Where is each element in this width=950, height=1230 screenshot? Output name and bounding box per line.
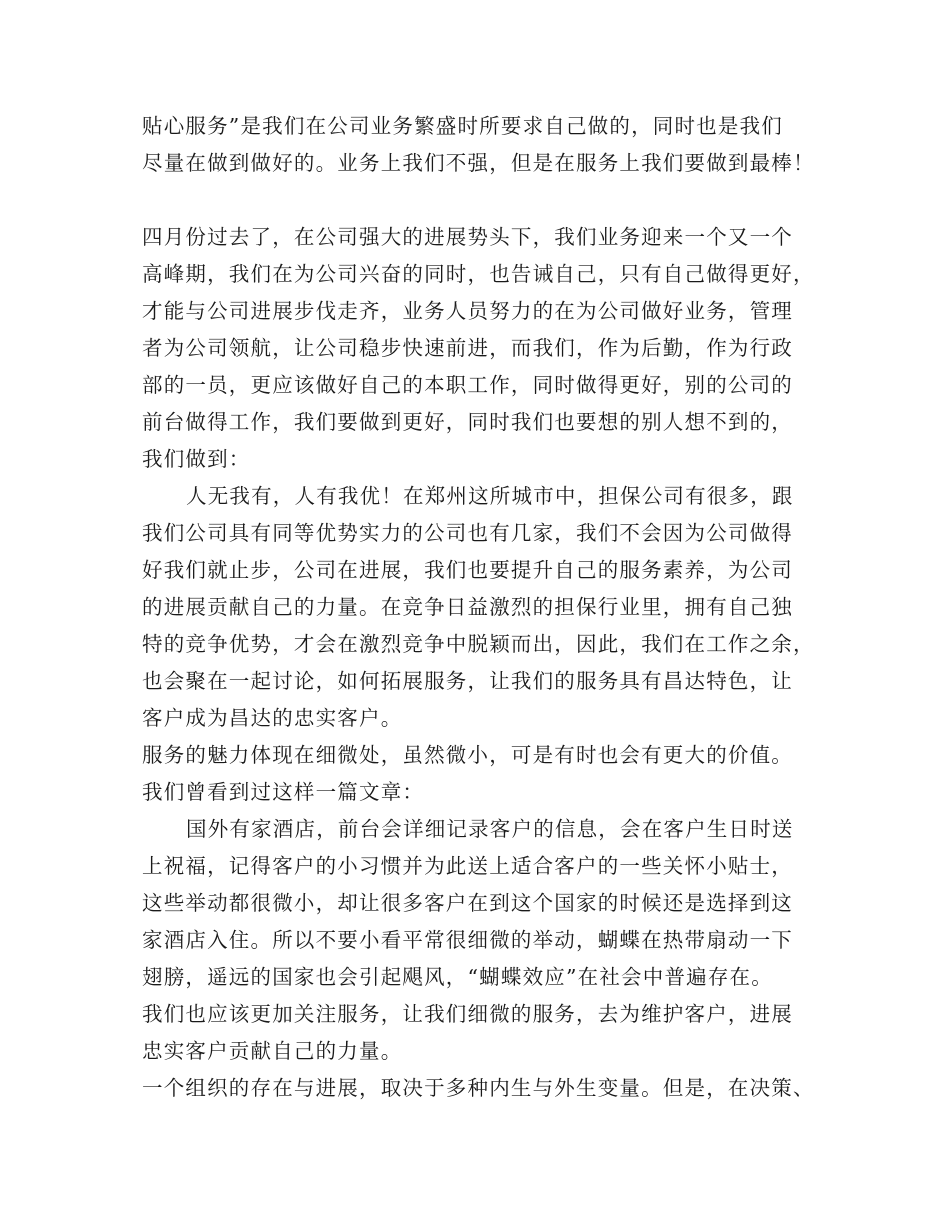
text-line: 一个组织的存在与进展，取决于多种内生与外生变量。但是，在决策、: [142, 1076, 815, 1100]
text-line: 高峰期，我们在为公司兴奋的同时，也告诫自己，只有自己做得更好，: [142, 262, 815, 286]
text-line: 特的竞争优势，才会在激烈竞争中脱颖而出，因此，我们在工作之余，: [142, 632, 815, 656]
paragraph-service-charm: [142, 737, 842, 811]
text-line: 翅膀，遥远的国家也会引起飓风，“蝴蝶效应”在社会中普遍存在。: [142, 965, 773, 989]
text-line: 我们曾看到过这样一篇文章：: [142, 780, 425, 804]
paragraph-competitive-advantage: [142, 478, 842, 737]
text-line: 忠实客户贡献自己的力量。: [142, 1039, 403, 1063]
text-line: 尽量在做到做好的。业务上我们不强，但是在服务上我们要做到最棒！: [142, 151, 815, 175]
text-line: 我们公司具有同等优势实力的公司也有几家，我们不会因为公司做得: [142, 521, 793, 545]
paragraph-organization: [142, 1070, 842, 1107]
text-line: 我们也应该更加关注服务，让我们细微的服务，去为维护客户，进展: [142, 1002, 793, 1026]
text-line: 部的一员，更应该做好自己的本职工作，同时做得更好，别的公司的: [142, 373, 793, 397]
text-line: 才能与公司进展步伐走齐，业务人员努力的在为公司做好业务，管理: [142, 299, 793, 323]
text-line: 的进展贡献自己的力量。在竞争日益激烈的担保行业里，拥有自己独: [142, 595, 793, 619]
text-line: 者为公司领航，让公司稳步快速前进，而我们，作为后勤，作为行政: [142, 336, 793, 360]
text-line: 好我们就止步，公司在进展，我们也要提升自己的服务素养，为公司: [142, 558, 793, 582]
text-line: 人无我有，人有我优！在郑州这所城市中，担保公司有很多，跟: [186, 484, 794, 508]
text-line: 家酒店入住。所以不要小看平常很细微的举动，蝴蝶在热带扇动一下: [142, 928, 793, 952]
paragraph-april-review: [142, 219, 842, 478]
text-line: 四月份过去了，在公司强大的进展势头下，我们业务迎来一个又一个: [142, 225, 793, 249]
text-line: 贴心服务”是我们在公司业务繁盛时所要求自己做的，同时也是我们: [142, 114, 783, 138]
text-line: 这些举动都很微小，却让很多客户在到这个国家的时候还是选择到这: [142, 891, 793, 915]
text-line: 服务的魅力体现在细微处，虽然微小，可是有时也会有更大的价值。: [142, 743, 793, 767]
text-line: 国外有家酒店，前台会详细记录客户的信息，会在客户生日时送: [186, 817, 794, 841]
text-line: 客户成为昌达的忠实客户。: [142, 706, 403, 730]
text-line: 也会聚在一起讨论，如何拓展服务，让我们的服务具有昌达特色，让: [142, 669, 793, 693]
text-line: 前台做得工作，我们要做到更好，同时我们也要想的别人想不到的，: [142, 410, 793, 434]
text-line: 上祝福，记得客户的小习惯并为此送上适合客户的一些关怀小贴士，: [142, 854, 793, 878]
text-line: 我们做到：: [142, 447, 251, 471]
paragraph-hotel-story: [142, 811, 842, 1070]
paragraph-service-intro: [142, 108, 842, 182]
